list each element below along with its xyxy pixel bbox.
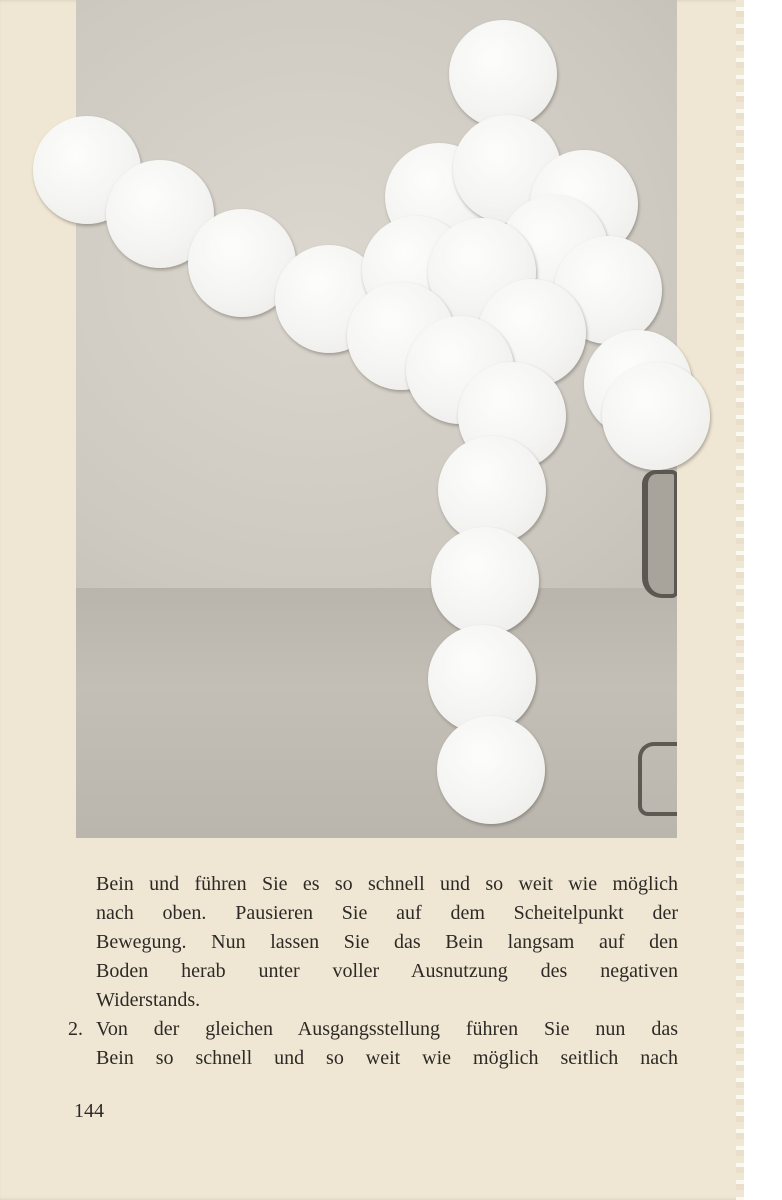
photo-floor: [76, 588, 677, 838]
page-number: 144: [74, 1100, 104, 1122]
paper-dot: [602, 362, 710, 470]
paper-dot: [449, 20, 557, 128]
paragraph-line: Bein und führen Sie es so schnell und so weit wie möglich: [96, 873, 678, 895]
list-item-line: Von der gleichen Ausgangsstellung führen Sie nun das: [96, 1018, 678, 1040]
chair-back-shape: [642, 470, 677, 598]
list-item: [68, 1015, 678, 1073]
list-item-line: Bein so schnell und so weit wie möglich seitlich nach: [96, 1047, 678, 1069]
exercise-photo: [76, 0, 677, 838]
paper-dot: [431, 527, 539, 635]
chair-leg-shape: [638, 742, 677, 816]
paragraph-line: nach oben. Pausieren Sie auf dem Scheitelpunkt der: [96, 902, 678, 924]
list-item-number: 2.: [68, 1018, 83, 1040]
paper-dot: [437, 716, 545, 824]
paragraph-line: Widerstands.: [96, 989, 201, 1011]
body-text: [68, 870, 678, 1073]
scan-background: [744, 0, 782, 1200]
paragraph-line: Bewegung. Nun lassen Sie das Bein langsam auf den: [96, 931, 678, 953]
paragraph-line: Boden herab unter voller Ausnutzung des negativen: [96, 960, 678, 982]
